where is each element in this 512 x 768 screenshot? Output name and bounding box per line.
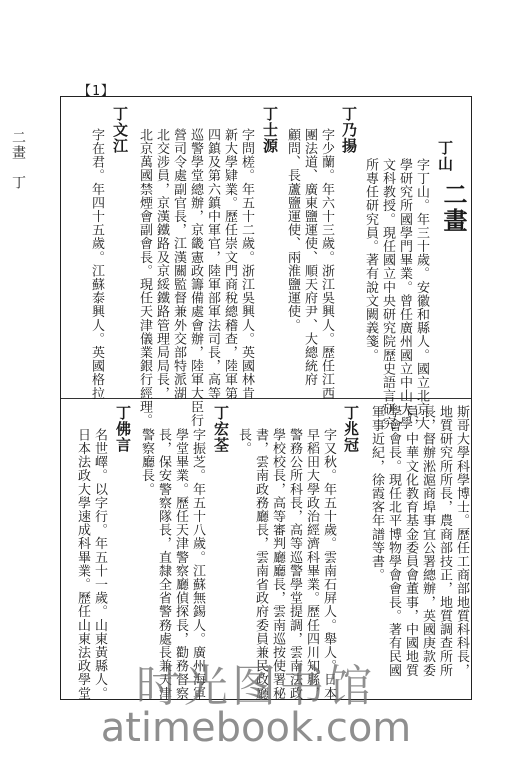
lower-text-column: 學校校長，高等審判廳廳長，雲南巡按使署秘 <box>270 428 285 700</box>
section-title: 二畫 <box>439 182 468 234</box>
upper-text-column: 北京萬國禁煙會副會長。現任天津儀業銀行經理。 <box>137 128 152 428</box>
watermark-url: atimebook.com <box>100 705 412 751</box>
lower-entry-name: 丁佛言 <box>114 405 132 453</box>
upper-text-column: 字在君。年四十五歲。江蘇泰興人。英國格拉 <box>89 128 104 400</box>
lower-text-column: 長，督辦淞滬商埠事宜公署總辦，英國庚款委 <box>420 405 435 677</box>
lower-text-column: 警務公所科長，高等巡警學堂提調，雲南法政 <box>287 428 302 700</box>
upper-text-column: 字問槎。年五十二歲。浙江吳興人。英國林肯 <box>239 128 254 400</box>
upper-entry-name: 丁文江 <box>111 106 129 154</box>
lower-text-column: 長。 <box>236 428 251 456</box>
upper-text-column: 文科教授。現任國立中央研究院歷史語言研究 <box>380 158 395 430</box>
lower-text-column: 字振芝。年五十八歲。江蘇無錫人。廣州海軍 <box>190 428 205 700</box>
lower-text-column: 斯哥大學科學博士。歷任工商部地質科科長， <box>454 405 469 677</box>
lower-text-column: 名世嶧。以字行。年五十一歲。山東黃縣人。 <box>92 428 107 700</box>
upper-text-column: 團法道、廣東鹽運使、順天府尹、大總統府 <box>302 128 317 387</box>
upper-text-column: 北交涉員，京漢鐵路及京綏鐵路管理局局長， <box>154 128 169 400</box>
page-number: 【1】 <box>78 84 115 99</box>
upper-text-column: 字丁山。年三十歲。安徽和縣人。國立北京大 <box>414 158 429 430</box>
upper-text-column: 字少蘭。年六十三歲。浙江吳興人。歷任江西 <box>319 128 334 400</box>
lower-text-column: 字又秋。年五十歲。雲南石屏人。舉人。日本 <box>321 428 336 700</box>
upper-text-column: 所專任研究員。著有說文闕義箋。 <box>363 158 378 362</box>
upper-text-column: 巡警學堂總辦，京畿憲政籌備處會辦，陸軍大臣行 <box>188 128 203 428</box>
lower-text-column: 長，保安警察隊長，直隸全省警務處長兼天津 <box>156 428 171 700</box>
lower-text-column: 日本法政大學速成科畢業。歷任山東法政學堂 <box>75 428 90 700</box>
lower-text-column: 軍事近紀，徐霞客年譜等書。 <box>369 405 384 582</box>
running-head-text: 二畫 丁 <box>10 130 26 190</box>
lower-text-column: 書，雲南政務廳長，雲南省政府委員兼民政廳 <box>253 428 268 700</box>
lower-text-column: 學會會長。現任北平博物學會會長。著有民國 <box>386 405 401 677</box>
lower-text-column: 早稻田大學政治經濟科畢業。歷任四川知縣， <box>304 428 319 700</box>
lower-text-column: 員，中華文化教育基金委員會董事，中國地質 <box>403 405 418 677</box>
upper-text-column: 學研究所國學門畢業。曾任廣州國立中山大學 <box>397 158 412 430</box>
lower-text-column: 學堂畢業。歷任天津警察廳偵探長，勸務督察 <box>173 428 188 700</box>
upper-text-column: 營司令處副官長，江漢關監督兼外交部特派湖 <box>171 128 186 400</box>
upper-text-column: 四鎮及第六鎮中軍官，陸軍部軍法司長，高等 <box>205 128 220 400</box>
lower-entry-name: 丁兆冠 <box>342 405 360 453</box>
upper-text-column: 新大學肄業。歷任崇文門商稅總稽查，陸軍第 <box>222 128 237 400</box>
running-head <box>8 130 28 190</box>
lower-text-column: 地質研究所所長，農商部技正，地質調查所所 <box>437 405 452 677</box>
upper-entry-name: 丁乃揚 <box>340 106 358 154</box>
lower-entry-name: 丁宏荃 <box>212 405 230 453</box>
upper-entry-name: 丁士源 <box>261 106 279 154</box>
upper-entry-name: 丁山 <box>436 140 454 172</box>
upper-text-column: 顧問、長蘆鹽運使、兩淮鹽運使。 <box>285 128 300 332</box>
lower-text-column: 警察廳長。 <box>139 428 154 496</box>
watermark-site-name: 时光图书馆 <box>136 661 376 712</box>
